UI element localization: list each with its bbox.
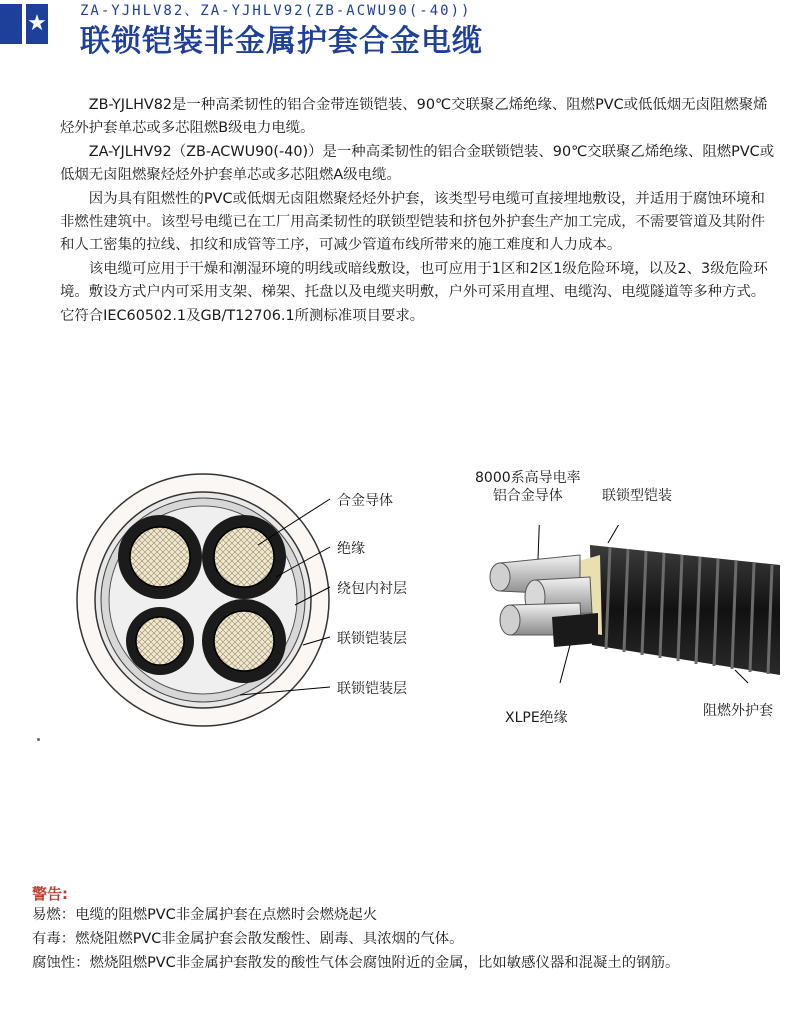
- cable-cross-section-diagram: [40, 465, 407, 739]
- intro-paragraph: 该电缆可应用于干燥和潮湿环境的明线或暗线敷设，也可应用于1区和2区1级危险环境，以及2、3级危险环境。敷设方式户内可采用支架、梯架、托盘以及电缆夹明敷，户外可采用直埋、电缆沟、电缆隧道等多种方式。它符合IEC60502.1及GB/T12706.1所测标准项目要求。: [60, 260, 768, 324]
- label-bedding: 绕包内衬层: [337, 581, 407, 597]
- header-accent-bar: [0, 4, 22, 44]
- label-alloy-conductor: 合金导体: [337, 493, 393, 509]
- intro-text: [60, 94, 775, 328]
- label-armor-2: 联锁铠装层: [337, 681, 407, 697]
- scan-dot: [37, 738, 40, 741]
- label-interlocked-armor: 联锁型铠装: [602, 488, 672, 504]
- cross-section-svg: [40, 465, 370, 735]
- label-xlpe-insulation: XLPE绝缘: [505, 710, 568, 726]
- warning-item: 易燃：电缆的阻燃PVC非金属护套在点燃时会燃烧起火: [32, 907, 378, 923]
- page-title: 联锁铠装非金属护套合金电缆: [80, 24, 483, 59]
- cable-svg: [480, 525, 790, 685]
- warning-item: 有毒：燃烧阻燃PVC非金属护套会散发酸性、剧毒、具浓烟的气体。: [32, 931, 464, 947]
- intro-paragraph: ZA-YJLHV92（ZB-ACWU90(-40)）是一种高柔韧性的铝合金联锁铠装、90℃交联聚乙烯绝缘、阻燃PVC或低烟无卤阻燃聚烃烃外护套单芯或多芯阻燃A级电缆。: [60, 143, 775, 184]
- cable-photo: [480, 525, 790, 689]
- warning-title: 警告:: [32, 885, 68, 903]
- label-armor-1: 联锁铠装层: [337, 631, 407, 647]
- label-flame-retardant-jacket: 阻燃外护套: [703, 703, 773, 719]
- star-icon: ★: [26, 4, 48, 44]
- intro-paragraph: 因为具有阻燃性的PVC或低烟无卤阻燃聚烃烃外护套，该类型号电缆可直接埋地敷设，并适用于腐蚀环境和非燃性建筑中。该型号电缆已在工厂用高柔韧性的联锁型铠装和挤包外护套生产加工完成，不需要管道及其附件和人工密集的拉线、扣纹和成管等工序，可减少管道布线所带来的施工难度和人力成本。: [60, 190, 766, 254]
- intro-paragraph: ZB-YJLHV82是一种高柔韧性的铝合金带连锁铠装、90℃交联聚乙烯绝缘、阻燃PVC或低低烟无卤阻燃聚烯烃外护套单芯或多芯阻燃B级电力电缆。: [60, 97, 768, 137]
- label-insulation: 绝缘: [337, 541, 365, 557]
- header-subtitle: ZA-YJHLV82、ZA-YJHLV92(ZB-ACWU90(-40)): [80, 3, 472, 19]
- label-conductor: 8000系高导电率 铝合金导体: [475, 470, 581, 504]
- warning-item: 腐蚀性：燃烧阻燃PVC非金属护套散发的酸性气体会腐蚀附近的金属，比如敏感仪器和混凝土的钢筋。: [32, 955, 680, 971]
